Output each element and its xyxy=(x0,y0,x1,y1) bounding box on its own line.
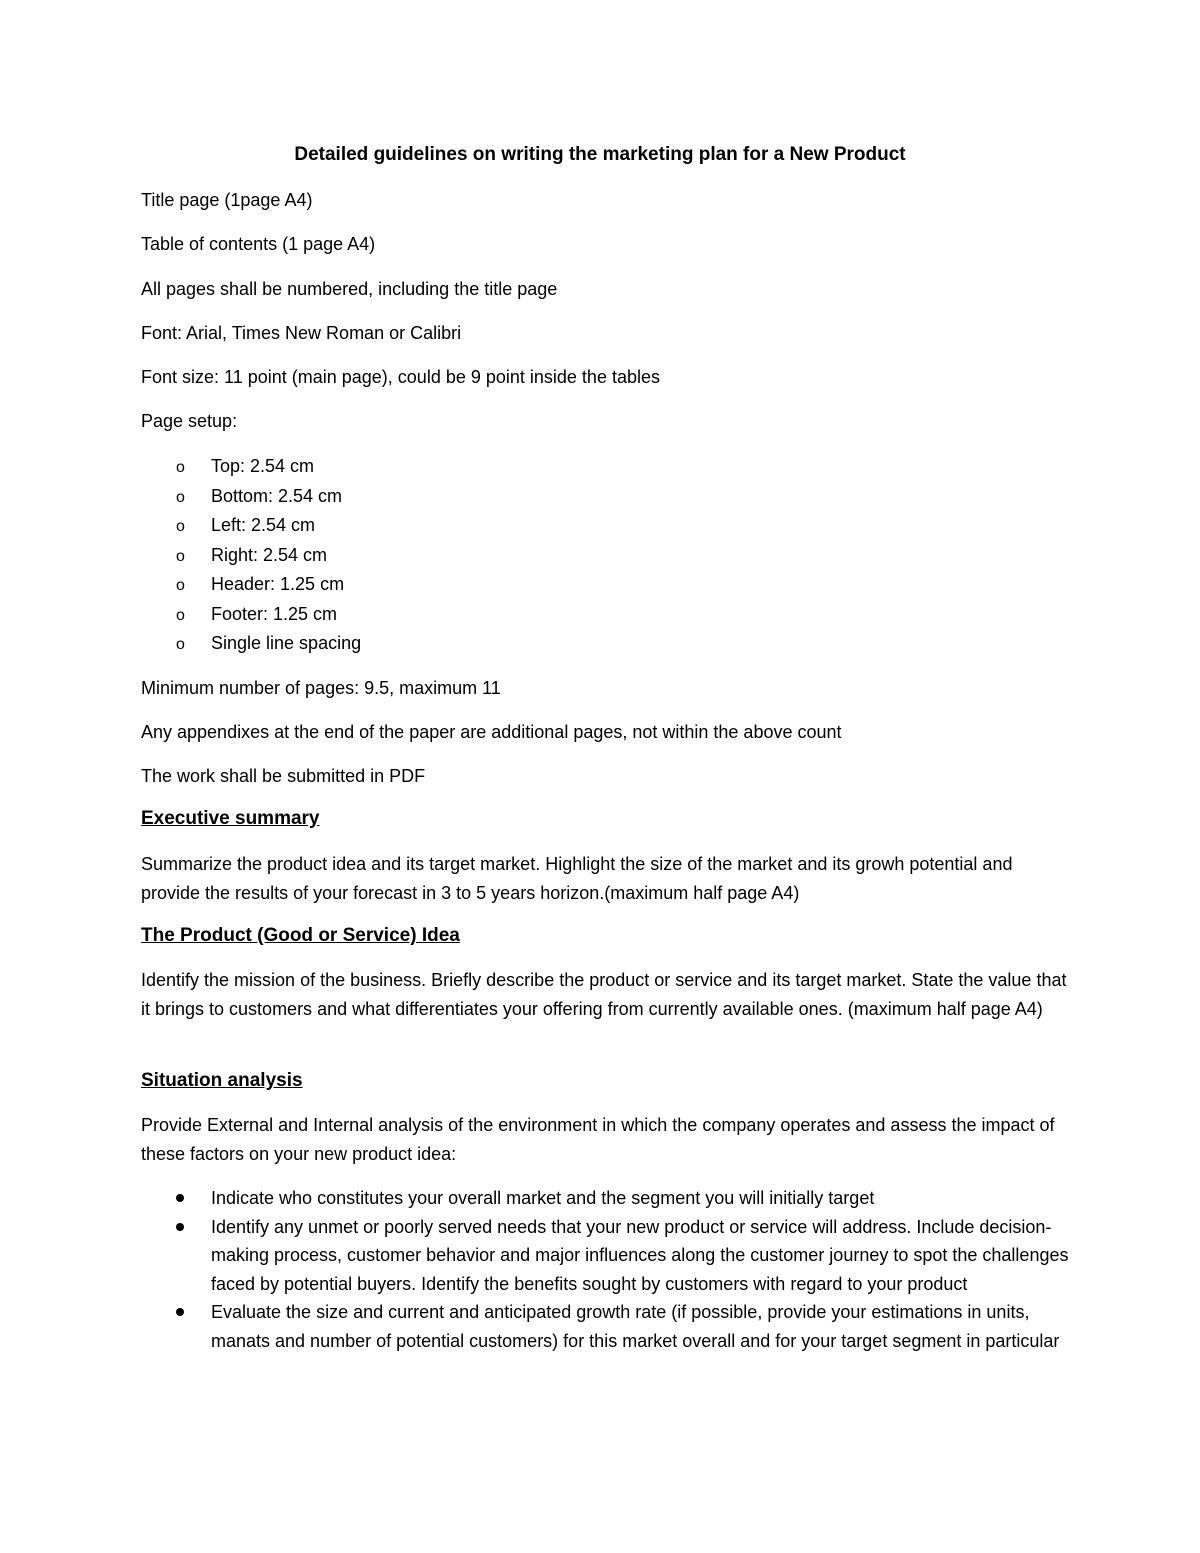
situation-analysis-list xyxy=(176,1184,1076,1355)
page-numbering-line: All pages shall be numbered, including the title page xyxy=(141,279,558,299)
situation-analysis-heading: Situation analysis xyxy=(141,1070,303,1091)
list-item-text: Indicate who constitutes your overall market and the segment you will initially target xyxy=(211,1188,875,1208)
bullet-icon xyxy=(176,1194,184,1202)
list-item xyxy=(176,629,361,659)
font-line: Font: Arial, Times New Roman or Calibri xyxy=(141,323,462,343)
product-idea-text: Identify the mission of the business. Briefly describe the product or service and its target market. State the value that it brings to customers and what differentiates your offering from currently available ones. (maximum half page A4) xyxy=(141,970,1067,1019)
list-item-text: Header: 1.25 cm xyxy=(211,574,345,594)
list-item xyxy=(176,600,361,630)
appendix-line: Any appendixes at the end of the paper are additional pages, not within the above count xyxy=(141,722,842,742)
circle-bullet-icon: o xyxy=(176,577,185,594)
list-item xyxy=(176,1184,1076,1213)
circle-bullet-icon: o xyxy=(176,547,185,565)
page-count-line: Minimum number of pages: 9.5, maximum 11 xyxy=(141,678,501,698)
table-of-contents-line: Table of contents (1 page A4) xyxy=(141,234,376,254)
list-item xyxy=(176,541,361,571)
list-item-text: Right: 2.54 cm xyxy=(211,544,328,565)
list-item-text: Top: 2.54 cm xyxy=(211,456,315,476)
circle-bullet-icon: o xyxy=(176,488,185,506)
list-item xyxy=(176,452,361,482)
circle-bullet-icon: o xyxy=(176,636,185,653)
bullet-icon xyxy=(176,1308,184,1316)
product-idea-heading: The Product (Good or Service) Idea xyxy=(141,925,460,946)
list-item-text: Left: 2.54 cm xyxy=(211,515,316,535)
list-item-text: Bottom: 2.54 cm xyxy=(211,485,343,506)
list-item-text: Identify any unmet or poorly served needs that your new product or service will address. Include decision-making process, customer behavior and major influences along the customer journey to spot the challenges faced by potential buyers. Identify the benefits sought by customers with regard to your product xyxy=(211,1216,1069,1294)
document-title: Detailed guidelines on writing the marketing plan for a New Product xyxy=(294,144,906,165)
circle-bullet-icon: o xyxy=(176,459,185,476)
executive-summary-text: Summarize the product idea and its target market. Highlight the size of the market and its growh potential and provide the results of your forecast in 3 to 5 years horizon.(maximum half page A4) xyxy=(141,854,1013,903)
circle-bullet-icon: o xyxy=(176,606,185,624)
bullet-icon xyxy=(176,1223,184,1231)
list-item xyxy=(176,1213,1076,1299)
title-page-line: Title page (1page A4) xyxy=(141,190,313,210)
list-item xyxy=(176,570,361,600)
list-item-text: Evaluate the size and current and anticipated growth rate (if possible, provide your estimations in units, manats and number of potential customers) for this market overall and for your target segment in particular xyxy=(211,1302,1060,1351)
submission-format-line: The work shall be submitted in PDF xyxy=(141,766,426,786)
list-item-text: Footer: 1.25 cm xyxy=(211,603,338,624)
executive-summary-heading: Executive summary xyxy=(141,808,320,829)
font-size-line: Font size: 11 point (main page), could be 9 point inside the tables xyxy=(141,367,660,387)
list-item xyxy=(176,1298,1076,1355)
circle-bullet-icon: o xyxy=(176,518,185,535)
list-item xyxy=(176,511,361,541)
page-setup-list xyxy=(176,452,361,659)
list-item xyxy=(176,482,361,512)
situation-analysis-text: Provide External and Internal analysis of the environment in which the company operates and assess the impact of these factors on your new product idea: xyxy=(141,1115,1055,1164)
list-item-text: Single line spacing xyxy=(211,633,362,653)
page-setup-line: Page setup: xyxy=(141,411,238,431)
